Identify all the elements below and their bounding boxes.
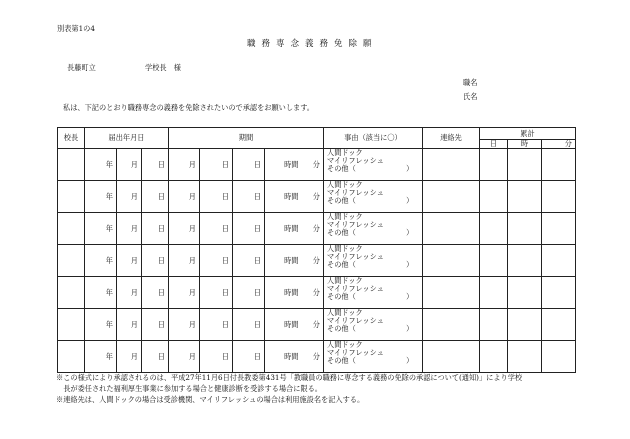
position-label: 職名	[463, 78, 478, 87]
reason-cell	[324, 245, 423, 277]
period-day2-cell: 日	[233, 181, 265, 213]
period-minutes-cell: 分	[302, 341, 324, 373]
cum-day-cell	[480, 341, 508, 373]
header-cumulative: 累計	[480, 128, 576, 140]
filing-month-cell: 月	[117, 181, 142, 213]
period-hours-cell: 時間	[265, 309, 302, 341]
filing-year-cell: 年	[85, 149, 117, 181]
reason-option: その他（ ）	[327, 356, 414, 365]
reason-option: マイリフレッシュ	[327, 284, 384, 293]
cum-day-cell	[480, 149, 508, 181]
header-contact: 連絡先	[423, 128, 480, 149]
filing-month-cell: 月	[117, 341, 142, 373]
period-day-cell: 日	[200, 181, 233, 213]
header-cum-minute: 分	[542, 140, 576, 149]
period-hours-cell: 時間	[265, 213, 302, 245]
principal-cell	[58, 213, 85, 245]
application-table	[57, 127, 576, 373]
filing-year-cell: 年	[85, 245, 117, 277]
filing-day-cell: 日	[142, 309, 169, 341]
period-day2-cell: 日	[233, 341, 265, 373]
filing-year-cell: 年	[85, 309, 117, 341]
period-day2-cell: 日	[233, 213, 265, 245]
reason-cell	[324, 213, 423, 245]
period-day-cell: 日	[200, 213, 233, 245]
cum-minute-cell	[542, 341, 576, 373]
cum-hour-cell	[508, 277, 542, 309]
notes	[56, 372, 522, 405]
form-number: 別表第1の4	[57, 24, 95, 33]
header-principal: 校長	[58, 128, 85, 149]
reason-cell	[324, 277, 423, 309]
cum-minute-cell	[542, 309, 576, 341]
period-day-cell: 日	[200, 245, 233, 277]
reason-cell	[324, 309, 423, 341]
period-day-cell: 日	[200, 309, 233, 341]
reason-option: マイリフレッシュ	[327, 188, 384, 197]
principal-cell	[58, 277, 85, 309]
header-period: 期間	[169, 128, 324, 149]
contact-cell	[423, 277, 480, 309]
period-minutes-cell: 分	[302, 149, 324, 181]
period-day-cell: 日	[200, 341, 233, 373]
period-minutes-cell: 分	[302, 245, 324, 277]
reason-option: 人間ドック	[327, 276, 363, 285]
cum-hour-cell	[508, 341, 542, 373]
filing-year-cell: 年	[85, 213, 117, 245]
header-filing-date: 届出年月日	[85, 128, 169, 149]
table-row	[58, 309, 576, 341]
name-label: 氏名	[463, 92, 478, 101]
filing-month-cell: 月	[117, 277, 142, 309]
cum-hour-cell	[508, 309, 542, 341]
filing-day-cell: 日	[142, 149, 169, 181]
cum-day-cell	[480, 277, 508, 309]
reason-option: その他（ ）	[327, 196, 414, 205]
contact-cell	[423, 341, 480, 373]
cum-day-cell	[480, 309, 508, 341]
header-cum-hour: 時	[508, 140, 542, 149]
period-minutes-cell: 分	[302, 181, 324, 213]
filing-day-cell: 日	[142, 277, 169, 309]
table-row	[58, 341, 576, 373]
reason-option: マイリフレッシュ	[327, 156, 384, 165]
reason-option: その他（ ）	[327, 324, 414, 333]
addressee-principal: 学校長 様	[145, 63, 181, 72]
period-day2-cell: 日	[233, 149, 265, 181]
principal-cell	[58, 341, 85, 373]
principal-cell	[58, 245, 85, 277]
period-month-cell: 月	[169, 149, 200, 181]
reason-option: マイリフレッシュ	[327, 252, 384, 261]
filing-day-cell: 日	[142, 181, 169, 213]
filing-year-cell: 年	[85, 181, 117, 213]
period-hours-cell: 時間	[265, 277, 302, 309]
filing-day-cell: 日	[142, 341, 169, 373]
contact-cell	[423, 149, 480, 181]
cum-hour-cell	[508, 181, 542, 213]
table-row	[58, 277, 576, 309]
period-day-cell: 日	[200, 149, 233, 181]
period-minutes-cell: 分	[302, 309, 324, 341]
request-text: 私は、下記のとおり職務専念の義務を免除されたいので承認をお願いします。	[63, 103, 314, 112]
reason-option: 人間ドック	[327, 148, 363, 157]
filing-day-cell: 日	[142, 245, 169, 277]
principal-cell	[58, 149, 85, 181]
period-month-cell: 月	[169, 213, 200, 245]
cum-minute-cell	[542, 149, 576, 181]
period-day-cell: 日	[200, 277, 233, 309]
table-row	[58, 245, 576, 277]
addressee-town: 長藤町立	[67, 63, 96, 72]
cum-minute-cell	[542, 277, 576, 309]
reason-cell	[324, 181, 423, 213]
period-day2-cell: 日	[233, 245, 265, 277]
reason-option: その他（ ）	[327, 260, 414, 269]
period-month-cell: 月	[169, 309, 200, 341]
period-day2-cell: 日	[233, 277, 265, 309]
period-month-cell: 月	[169, 277, 200, 309]
note-1-cont: 長が委任された福利厚生事業に参加する場合と健康診断を受診する場合に限る。	[56, 384, 322, 393]
period-hours-cell: 時間	[265, 149, 302, 181]
reason-option: その他（ ）	[327, 292, 414, 301]
period-month-cell: 月	[169, 341, 200, 373]
cum-day-cell	[480, 213, 508, 245]
period-hours-cell: 時間	[265, 341, 302, 373]
period-month-cell: 月	[169, 245, 200, 277]
filing-day-cell: 日	[142, 213, 169, 245]
table-row	[58, 149, 576, 181]
header-cum-day: 日	[480, 140, 508, 149]
cum-hour-cell	[508, 149, 542, 181]
table-row	[58, 213, 576, 245]
period-day2-cell: 日	[233, 309, 265, 341]
reason-option: マイリフレッシュ	[327, 316, 384, 325]
principal-cell	[58, 309, 85, 341]
cum-hour-cell	[508, 213, 542, 245]
filing-month-cell: 月	[117, 213, 142, 245]
contact-cell	[423, 181, 480, 213]
reason-option: その他（ ）	[327, 228, 414, 237]
filing-month-cell: 月	[117, 309, 142, 341]
contact-cell	[423, 309, 480, 341]
period-minutes-cell: 分	[302, 213, 324, 245]
reason-option: その他（ ）	[327, 164, 414, 173]
contact-cell	[423, 245, 480, 277]
reason-cell	[324, 341, 423, 373]
cum-minute-cell	[542, 181, 576, 213]
filing-year-cell: 年	[85, 341, 117, 373]
table-row	[58, 181, 576, 213]
period-month-cell: 月	[169, 181, 200, 213]
reason-option: 人間ドック	[327, 308, 363, 317]
principal-cell	[58, 181, 85, 213]
period-hours-cell: 時間	[265, 245, 302, 277]
cum-minute-cell	[542, 245, 576, 277]
filing-month-cell: 月	[117, 245, 142, 277]
reason-option: 人間ドック	[327, 244, 363, 253]
cum-minute-cell	[542, 213, 576, 245]
contact-cell	[423, 213, 480, 245]
cum-day-cell	[480, 245, 508, 277]
cum-day-cell	[480, 181, 508, 213]
reason-option: マイリフレッシュ	[327, 220, 384, 229]
header-reason: 事由（該当に〇）	[324, 128, 423, 149]
reason-option: 人間ドック	[327, 212, 363, 221]
document-title: 職務専念義務免除願	[247, 39, 378, 49]
cum-hour-cell	[508, 245, 542, 277]
reason-option: 人間ドック	[327, 180, 363, 189]
filing-month-cell: 月	[117, 149, 142, 181]
period-hours-cell: 時間	[265, 181, 302, 213]
reason-option: マイリフレッシュ	[327, 348, 384, 357]
reason-option: 人間ドック	[327, 340, 363, 349]
note-2: ※連絡先は、人間ドックの場合は受診機関、マイリフレッシュの場合は利用施設名を記入する。	[56, 395, 365, 404]
filing-year-cell: 年	[85, 277, 117, 309]
reason-cell	[324, 149, 423, 181]
note-1: ※この様式により承認されるのは、平成27年11月6日付長教委第431号「教職員の職務に専念する義務の免除の承認について(通知)」により学校	[56, 373, 523, 382]
period-minutes-cell: 分	[302, 277, 324, 309]
